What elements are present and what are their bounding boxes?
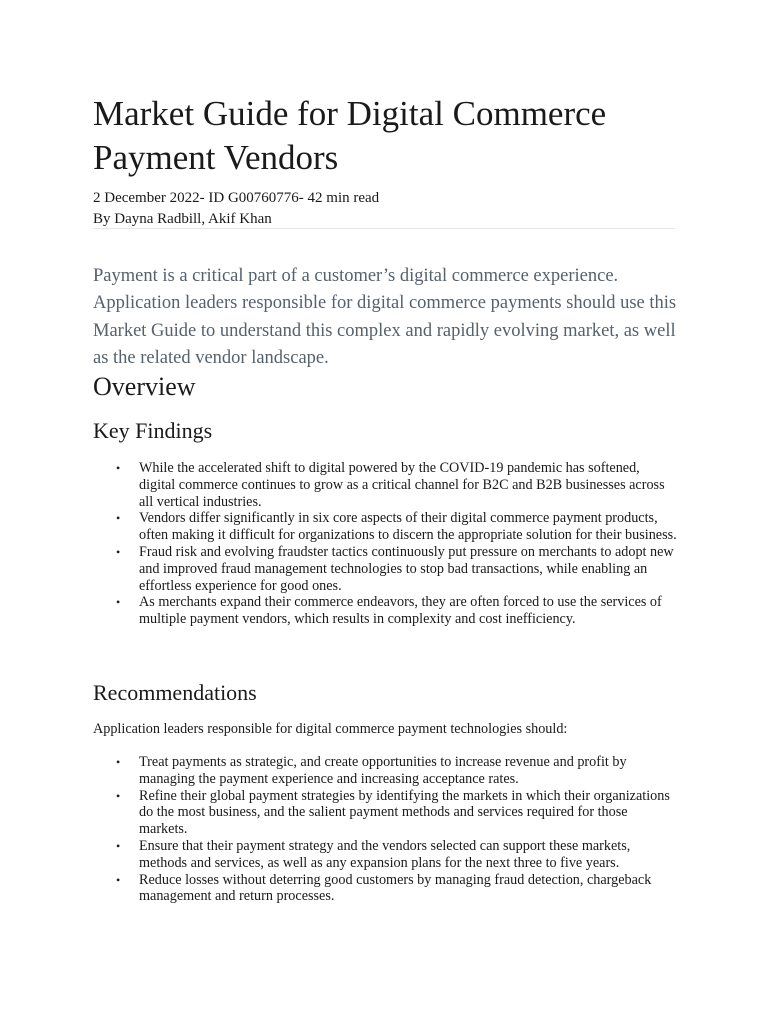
bullet-icon: •	[116, 838, 121, 853]
list-item	[93, 594, 678, 628]
bullet-icon: •	[116, 872, 121, 887]
list-item	[93, 544, 678, 594]
recommendations-list	[93, 754, 678, 905]
bullet-icon: •	[116, 788, 121, 803]
list-item	[93, 510, 678, 544]
bullet-icon: •	[116, 511, 121, 526]
overview-heading: Overview	[93, 372, 196, 401]
recommendations-intro: Application leaders responsible for digital commerce payment technologies should:	[93, 721, 568, 737]
list-item-text: Refine their global payment strategies by identifying the markets in which their organizations do the most business, and the salient payment methods and services required for those markets.	[139, 787, 670, 838]
list-item-text: Ensure that their payment strategy and the vendors selected can support these markets, methods and services, as well as any expansion plans for the next three to five years.	[139, 837, 631, 871]
list-item	[93, 460, 678, 510]
list-item	[93, 788, 678, 838]
list-item	[93, 872, 678, 906]
meta-divider	[93, 228, 675, 229]
authors-line: By Dayna Radbill, Akif Khan	[93, 211, 272, 227]
list-item-text: As merchants expand their commerce endeavors, they are often forced to use the services of multiple payment vendors, which results in complexity and cost inefficiency.	[139, 594, 662, 628]
key-findings-heading: Key Findings	[93, 418, 213, 443]
bullet-icon: •	[116, 595, 121, 610]
date-id-line: 2 December 2022- ID G00760776- 42 min read	[93, 190, 380, 206]
key-findings-list	[93, 460, 678, 628]
list-item	[93, 838, 678, 872]
document-title: Market Guide for Digital Commerce Payment Vendors	[93, 94, 607, 177]
bullet-icon: •	[116, 755, 121, 769]
list-item	[93, 754, 678, 788]
bullet-icon: •	[116, 544, 121, 559]
list-item-text: Vendors differ significantly in six core aspects of their digital commerce payment products, often making it difficult for organizations to discern the appropriate solution for their business.	[139, 510, 677, 544]
list-item-text: Reduce losses without deterring good customers by managing fraud detection, chargeback management and return processes.	[139, 871, 652, 905]
bullet-icon: •	[116, 461, 121, 475]
summary-paragraph: Payment is a critical part of a customer’s digital commerce experience. Application leaders responsible for digital commerce payments should use this Market Guide to understand this complex and rapidly evolving market, as well as the related vendor landscape.	[93, 266, 677, 368]
list-item-text: Treat payments as strategic, and create opportunities to increase revenue and profit by managing the payment experience and increasing acceptance rates.	[139, 754, 627, 787]
list-item-text: Fraud risk and evolving fraudster tactics continuously put pressure on merchants to adopt new and improved fraud management technologies to stop bad transactions, while enabling an effortless experience for good ones.	[139, 543, 674, 594]
recommendations-heading: Recommendations	[93, 680, 257, 705]
list-item-text: While the accelerated shift to digital powered by the COVID-19 pandemic has softened, digital commerce continues to grow as a critical channel for B2C and B2B businesses across all vertical industries.	[139, 460, 665, 510]
document-meta	[93, 188, 678, 230]
